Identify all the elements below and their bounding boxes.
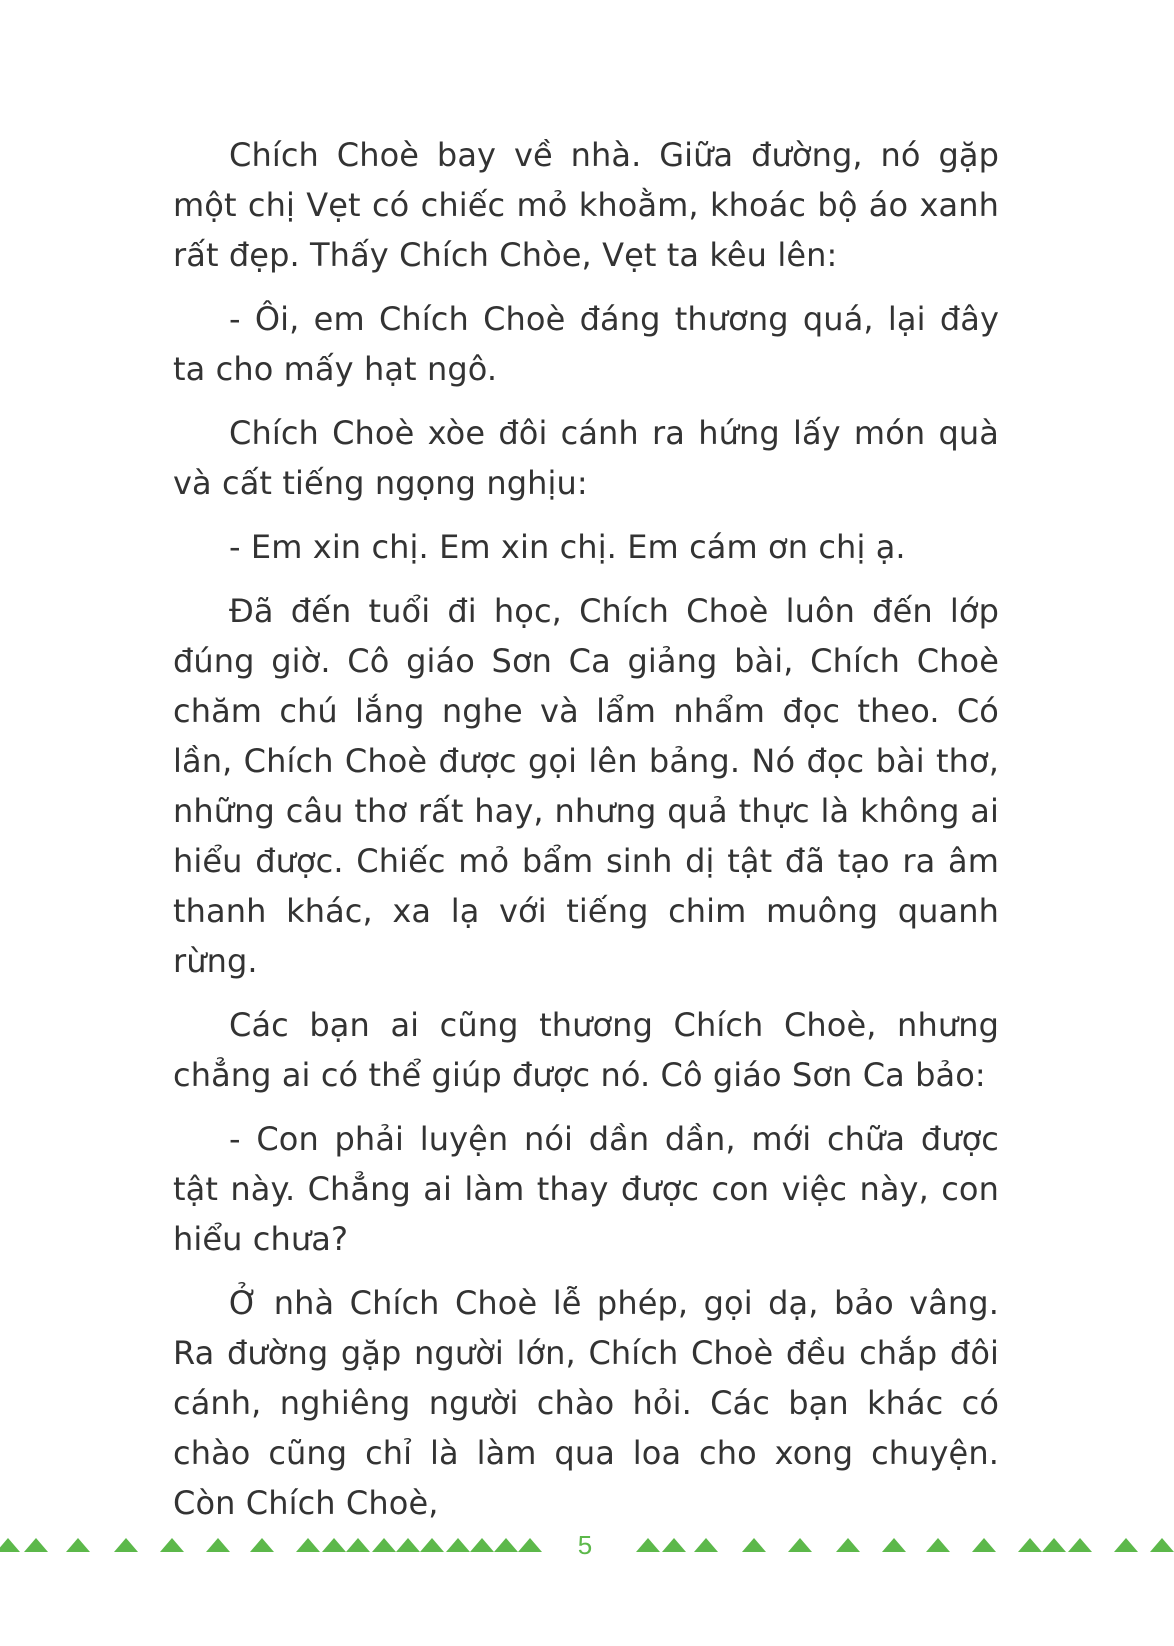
triangle-decoration-21 [742, 1538, 766, 1552]
story-text [173, 130, 999, 1542]
triangle-decoration-2 [24, 1538, 48, 1552]
page-number: 5 [577, 1530, 593, 1560]
paragraph-7: - Con phải luyện nói dần dần, mới chữa được tật này. Chẳng ai làm thay được con việc này, con hiểu chưa? [173, 1120, 999, 1258]
paragraph-6: Các bạn ai cũng thương Chích Choè, nhưng chẳng ai có thể giúp được nó. Cô giáo Sơn Ca bảo: [173, 1006, 999, 1094]
triangle-decoration-1 [0, 1538, 20, 1552]
triangle-decoration-29 [1068, 1538, 1092, 1552]
triangle-decoration-17 [518, 1538, 542, 1552]
triangle-decoration-30 [1114, 1538, 1138, 1552]
triangle-decoration-5 [160, 1538, 184, 1552]
triangle-decoration-4 [114, 1538, 138, 1552]
triangle-decoration-15 [470, 1538, 494, 1552]
triangle-decoration-19 [662, 1538, 686, 1552]
triangle-decoration-12 [396, 1538, 420, 1552]
triangle-decoration-26 [972, 1538, 996, 1552]
triangle-decoration-20 [694, 1538, 718, 1552]
triangle-decoration-22 [788, 1538, 812, 1552]
page-footer [0, 1528, 1174, 1562]
triangle-decoration-24 [882, 1538, 906, 1552]
triangle-decoration-31 [1150, 1538, 1174, 1552]
triangle-decoration-25 [926, 1538, 950, 1552]
paragraph-4: - Em xin chị. Em xin chị. Em cám ơn chị ạ. [229, 528, 906, 566]
triangle-decoration-10 [346, 1538, 370, 1552]
triangle-decoration-11 [372, 1538, 396, 1552]
triangle-decoration-7 [250, 1538, 274, 1552]
paragraph-5: Đã đến tuổi đi học, Chích Choè luôn đến lớp đúng giờ. Cô giáo Sơn Ca giảng bài, Chích Choè chăm chú lắng nghe và lẩm nhẩm đọc theo. Có lần, Chích Choè được gọi lên bảng. Nó đọc bài thơ, những câu thơ rất hay, nhưng quả thực là không ai hiểu được. Chiếc mỏ bẩm sinh dị tật đã tạo ra âm thanh khác, xa lạ với tiếng chim muông quanh rừng. [173, 592, 999, 980]
triangle-decoration-8 [296, 1538, 320, 1552]
triangle-decoration-14 [446, 1538, 470, 1552]
paragraph-8: Ở nhà Chích Choè lễ phép, gọi dạ, bảo vâng. Ra đường gặp người lớn, Chích Choè đều chắp đôi cánh, nghiêng người chào hỏi. Các bạn khác có chào cũng chỉ là làm qua loa cho xong chuyện. Còn Chích Choè, [173, 1284, 999, 1522]
triangle-decoration-27 [1018, 1538, 1042, 1552]
triangle-decoration-16 [494, 1538, 518, 1552]
paragraph-2: - Ôi, em Chích Choè đáng thương quá, lại đây ta cho mấy hạt ngô. [173, 300, 999, 388]
triangle-decoration-6 [206, 1538, 230, 1552]
triangle-decoration-18 [636, 1538, 660, 1552]
triangle-decoration-9 [322, 1538, 346, 1552]
triangle-decoration-3 [66, 1538, 90, 1552]
triangle-decoration-28 [1042, 1538, 1066, 1552]
paragraph-1: Chích Choè bay về nhà. Giữa đường, nó gặp một chị Vẹt có chiếc mỏ khoằm, khoác bộ áo xanh rất đẹp. Thấy Chích Chòe, Vẹt ta kêu lên: [173, 136, 999, 274]
triangle-decoration-13 [420, 1538, 444, 1552]
paragraph-3: Chích Choè xòe đôi cánh ra hứng lấy món quà và cất tiếng ngọng nghịu: [173, 414, 999, 502]
triangle-decoration-23 [836, 1538, 860, 1552]
